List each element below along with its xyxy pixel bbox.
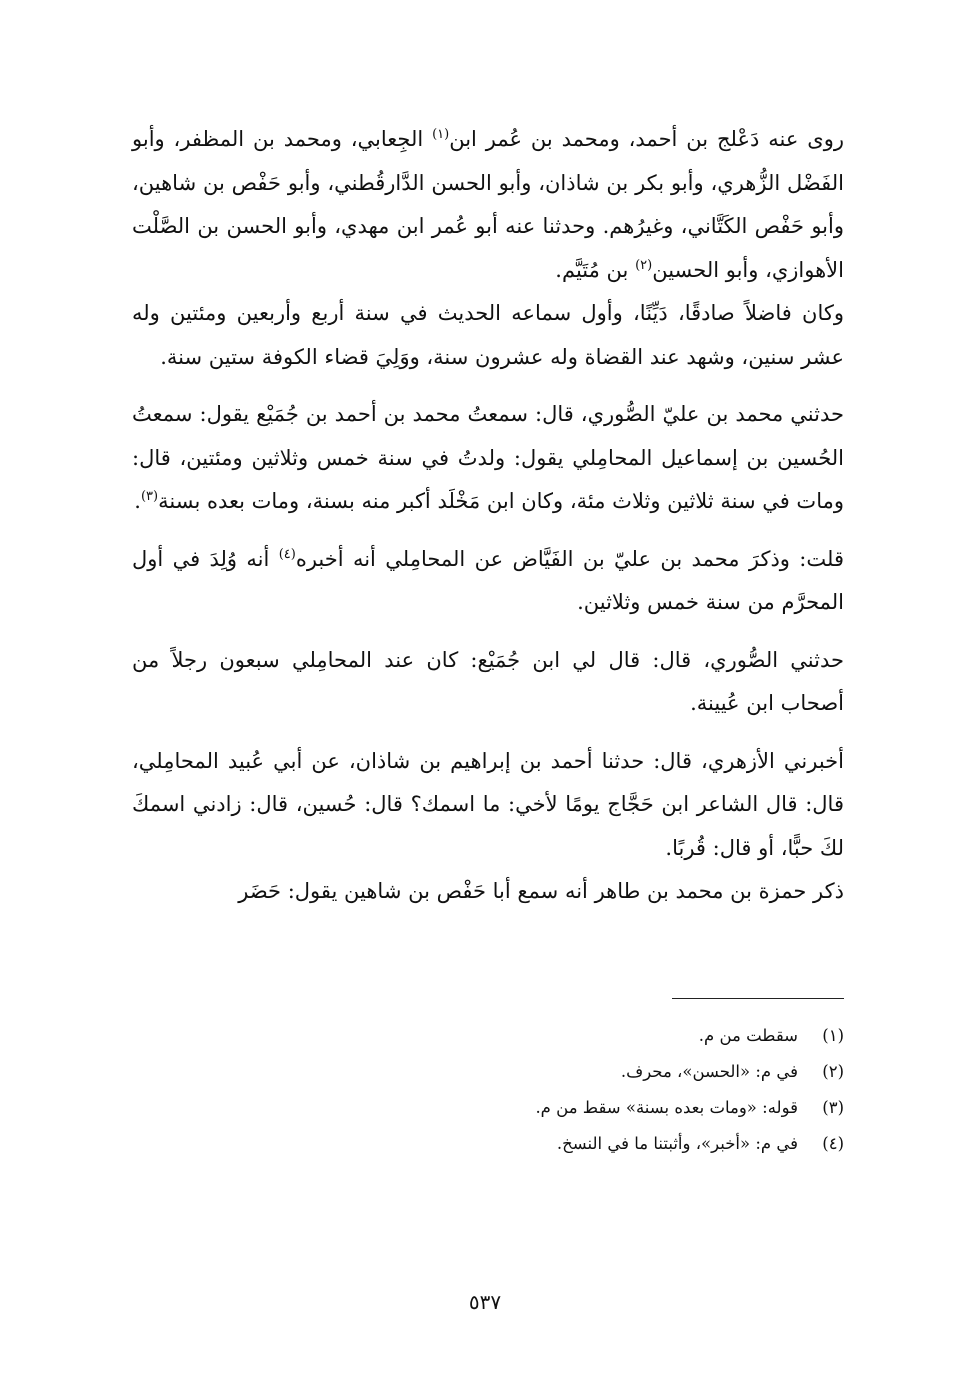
paragraph-text: قلت: وذكرَ محمد بن عليّ بن الفَيَّاض عن المحامِلي أنه أخبره: [295, 546, 844, 571]
footnote: [380, 1054, 844, 1090]
footnote-text: قوله: «ومات بعده بسنة» سقط من م.: [535, 1098, 798, 1117]
footnote: [380, 1090, 844, 1126]
paragraph: [132, 393, 844, 524]
footnote-number: (١): [822, 1026, 844, 1045]
footnote-marker: (٣): [140, 489, 159, 504]
footnote-separator: [672, 998, 844, 999]
footnote-number: (٤): [822, 1134, 844, 1153]
footnote-text: سقطت من م.: [698, 1026, 798, 1045]
paragraph: [132, 870, 844, 914]
paragraph-text: وكان فاضلاً صادقًا، دَيِّنًا، وأول سماعه الحديث في سنة أربع وأربعين ومئتين وله عشر سنين، وشهد عند القضاة وله عشرون سنة، ووَلِيَ قضاء الكوفة ستين سنة.: [132, 301, 844, 369]
paragraph-text: .: [134, 489, 141, 513]
footnotes: [380, 1018, 844, 1162]
paragraph-text: الجِعابي، ومحمد بن المظفر، وأبو الفَضْل الزُّهري، وأبو بكر بن شاذان، وأبو الحسن الدَّارقُطني، وأبو حَفْص بن شاهين، وأبو حَفْص الكَتَّاني، وغيرُهم. وحدثنا عنه أبو عُمر ابن مهدي، وأبو الحسن بن الصَّلْت الأهوازي، وأبو الحسين: [132, 127, 844, 282]
paragraph: [132, 740, 844, 871]
paragraph-text: بن مُتَيَّم.: [555, 257, 636, 282]
paragraph-text: ذكر حمزة بن محمد بن طاهر أنه سمع أبا حَفْص بن شاهين يقول: حَضَر: [238, 879, 844, 903]
paragraph-text: أخبرني الأزهري، قال: حدثنا أحمد بن إبراهيم بن شاذان، عن أبي عُبيد المحامِلي، قال: قال الشاعر ابن حَجَّاج يومًا لأخي: ما اسمك؟ قال: حُسين، قال: زادني اسمكَ لكَ حبًّا، أو قال: قُربًا.: [132, 748, 844, 860]
footnote-number: (٣): [822, 1098, 844, 1117]
page-number: ٥٣٧: [468, 1290, 502, 1314]
footnote: [380, 1018, 844, 1054]
paragraph: [132, 118, 844, 292]
footnote: [380, 1126, 844, 1162]
footnote-marker: (١): [432, 127, 450, 142]
footnote-text: في م: «أخبر»، وأثبتنا ما في النسخ.: [556, 1134, 798, 1153]
paragraph-text: حدثني الصُّوري، قال: قال لي ابن جُمَيْع: كان عند المحامِلي سبعون رجلاً من أصحاب ابن عُيينة.: [132, 647, 844, 715]
paragraph: [132, 639, 844, 726]
footnote-text: في م: «الحسن»، محرف.: [620, 1062, 798, 1081]
footnote-marker: (٢): [635, 257, 653, 273]
paragraph: [132, 292, 844, 379]
main-text: [132, 118, 844, 914]
footnote-number: (٢): [822, 1062, 844, 1081]
paragraph-text: حدثني محمد بن عليّ الصُّوري، قال: سمعتُ محمد بن أحمد بن جُمَيْع يقول: سمعتُ الحُسين بن إسماعيل المحامِلي يقول: ولدتُ في سنة خمس وثلاثين ومئتين، قال: ومات في سنة ثلاثين وثلاث مئة، وكان ابن مَخْلَد أكبر منه بسنة، ومات بعده بسنة: [132, 402, 844, 513]
paragraph: [132, 538, 844, 625]
paragraph-text: روى عنه دَعْلج بن أحمد، ومحمد بن عُمر ابن: [449, 127, 844, 151]
footnote-marker: (٤): [278, 546, 296, 562]
paragraph-text: أنه وُلِدَ في أول المحرَّم من سنة خمس وثلاثين.: [132, 546, 844, 614]
